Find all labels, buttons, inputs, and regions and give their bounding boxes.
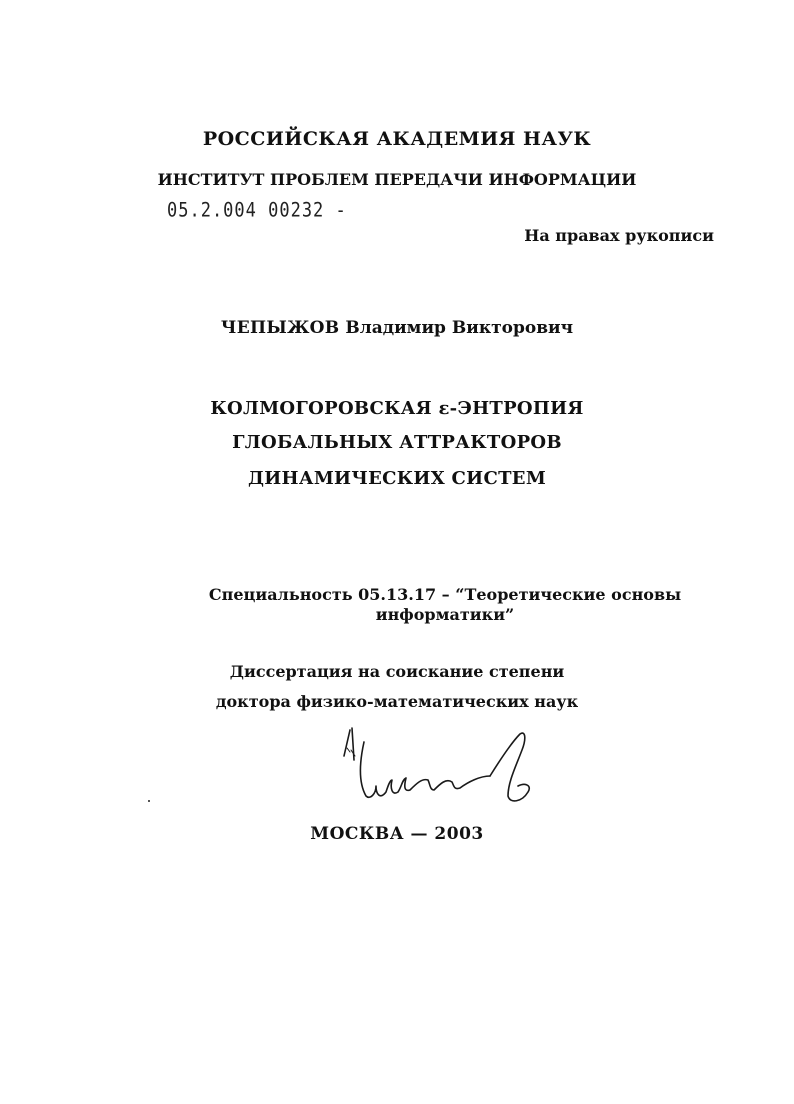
registration-stamp: 05.2.004 00232 - <box>167 199 347 222</box>
degree-line-1: Диссертация на соискание степени <box>229 662 565 681</box>
title-line-1: КОЛМОГОРОВСКАЯ ε-ЭНТРОПИЯ <box>210 398 584 419</box>
author-surname: ЧЕПЫЖОВ <box>220 318 340 338</box>
academy-name: РОССИЙСКАЯ АКАДЕМИЯ НАУК <box>202 128 592 150</box>
institute-name: ИНСТИТУТ ПРОБЛЕМ ПЕРЕДАЧИ ИНФОРМАЦИИ <box>157 170 637 189</box>
author-given-names: Владимир Викторович <box>345 318 574 338</box>
city-year: МОСКВА — 2003 <box>310 824 484 844</box>
author-name <box>0 318 794 338</box>
title-line-2: ГЛОБАЛЬНЫХ АТТРАКТОРОВ <box>232 432 562 453</box>
specialty-statement: Специальность 05.13.17 – “Теоретические основы информатики” <box>208 585 682 624</box>
manuscript-rights-note: На правах рукописи <box>524 226 714 245</box>
scan-speck <box>148 800 150 802</box>
degree-line-2: доктора физико-математических наук <box>215 692 579 711</box>
handwritten-signature <box>330 720 540 810</box>
title-line-3: ДИНАМИЧЕСКИХ СИСТЕМ <box>247 468 547 489</box>
